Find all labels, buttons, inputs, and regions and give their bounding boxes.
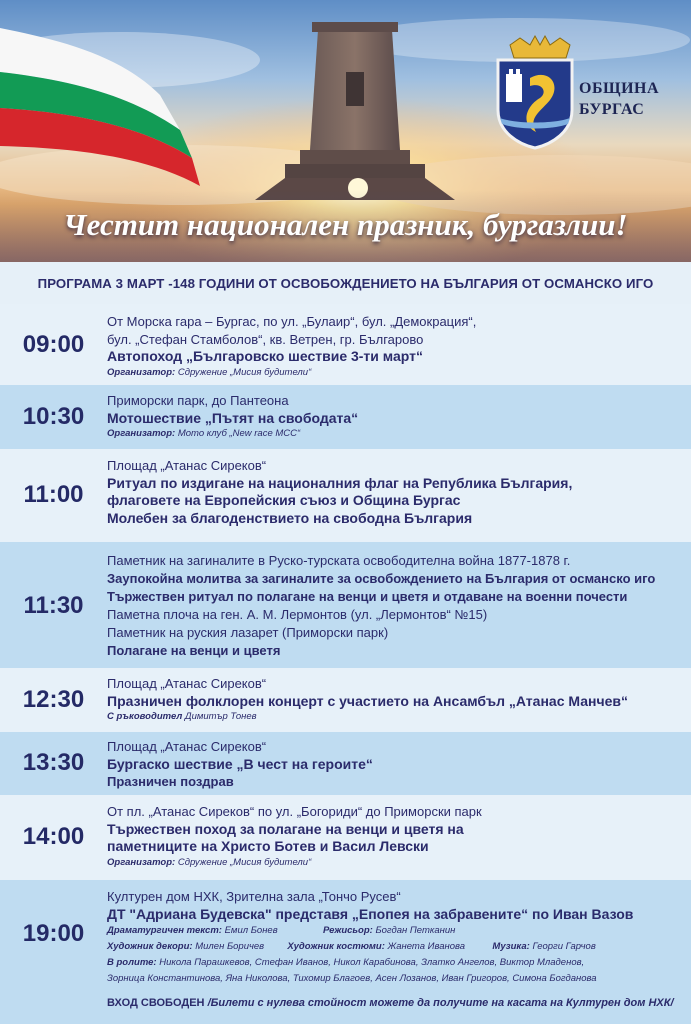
event-details: [107, 888, 687, 1013]
event-title: Полагане на венци и цветя: [107, 643, 281, 658]
credits-line-1: Драматургичен текст: Емил Бонев Режисьор: Богдан Петканин: [107, 925, 456, 936]
event-location: Паметник на руския лазарет (Приморски парк): [107, 625, 389, 640]
event-organizer: Организатор: Сдружение „Мисия будители“: [107, 856, 312, 868]
event-time: 10:30: [22, 403, 85, 430]
event-time: 11:30: [23, 592, 84, 619]
logo-line-1: ОБЩИНА: [579, 80, 660, 97]
event-time: 13:30: [22, 749, 85, 776]
event-location: Площад „Атанас Сиреков“: [107, 458, 267, 473]
event-location: От Морска гара – Бургас, по ул. „Булаир“, бул. „Демокрация“,: [107, 314, 477, 329]
event-title: Бургаско шествие „В чест на героите“: [107, 755, 373, 772]
event-location: Паметник на загиналите в Руско-турската освободителна война 1877-1878 г.: [107, 553, 571, 568]
event-location: бул. „Стефан Стамболов“, кв. Ветрен, гр. Българово: [107, 331, 424, 347]
event-details: [107, 392, 687, 441]
event-title: Празничен фолклорен концерт с участието на Ансамбъл „Атанас Манчев“: [107, 692, 628, 709]
logo-title: [579, 78, 659, 120]
event-row: [0, 795, 691, 880]
event-time: 14:00: [22, 823, 85, 850]
event-details: [107, 803, 687, 870]
event-time: 19:00: [22, 920, 85, 947]
event-details: [107, 738, 687, 791]
event-title: паметниците на Христо Ботев и Васил Левски: [107, 838, 429, 854]
event-location: Площад „Атанас Сиреков“: [107, 676, 267, 691]
event-location: От пл. „Атанас Сиреков“ по ул. „Богориди“ до Приморски парк: [107, 804, 482, 819]
event-title: Молебен за благоденствието на свободна България: [107, 509, 473, 526]
event-title: Заупокойна молитва за загиналите за освобождението на България от османско иго: [107, 571, 656, 586]
event-organizer: С ръководител Димитър Тонев: [107, 711, 257, 722]
event-row: [0, 449, 691, 542]
event-details: [107, 313, 687, 380]
greeting-headline: Честит национален празник, бургазлии!: [63, 207, 628, 242]
event-time: 12:30: [22, 686, 85, 713]
event-row: [0, 880, 691, 1024]
event-title: ДТ "Адриана Будевска" представя „Епопея на забравените“ по Иван Вазов: [107, 905, 634, 922]
event-title: Ритуал по издигане на националния флаг на Република България,: [107, 474, 573, 491]
event-details: [107, 675, 687, 724]
event-location: Паметна плоча на ген. А. М. Лермонтов (ул. „Лермонтов“ №15): [107, 607, 488, 622]
event-row: [0, 542, 691, 668]
program-title: ПРОГРАМА 3 МАРТ -148 ГОДИНИ ОТ ОСВОБОЖДЕНИЕТО НА БЪЛГАРИЯ ОТ ОСМАНСКО ИГО: [37, 276, 654, 291]
event-row: [0, 732, 691, 795]
program-list: [0, 304, 691, 1024]
event-details: [107, 457, 687, 527]
event-row: [0, 385, 691, 449]
event-title: Автопоход „Българовско шествие 3-ти март“: [107, 348, 423, 364]
hero-banner: [0, 0, 691, 262]
event-title: Мотошествие „Пътят на свободата“: [107, 409, 359, 426]
event-time: 11:00: [23, 481, 84, 508]
event-row: [0, 304, 691, 385]
event-details: [107, 552, 687, 660]
event-title: флаговете на Европейския съюз и Община Бургас: [107, 492, 461, 508]
event-title: Тържествен ритуал по полагане на венци и цветя и отдаване на военни почести: [107, 589, 628, 604]
logo-line-2: БУРГАС: [579, 101, 645, 118]
credits-cast-2: Зорница Константинова, Яна Николова, Тихомир Благоев, Асен Лозанов, Иван Григоров, Симона Богданова: [107, 973, 597, 984]
event-organizer: Организатор: Мото клуб „New race MCC“: [107, 428, 301, 439]
event-organizer: Организатор: Сдружение „Мисия будители“: [107, 366, 312, 378]
event-location: Културен дом НХК, Зрителна зала „Тончо Русев“: [107, 889, 401, 904]
credits-cast: В ролите: Никола Парашкевов, Стефан Иванов, Никол Карабинова, Златко Ангелов, Виктор Младенов,: [107, 957, 585, 968]
credits-line-2: Художник декори: Милен Боричев Художник костюми: Жанета Иванова Музика: Георги Гарчов: [107, 941, 596, 952]
event-title: Тържествен поход за полагане на венци и цветя на: [107, 820, 464, 837]
event-location: Приморски парк, до Пантеона: [107, 393, 289, 408]
free-entry-note: ВХОД СВОБОДЕН /Билети с нулева стойност можете да получите на касата на Културен дом НХК/: [107, 997, 674, 1009]
event-time: 09:00: [22, 331, 85, 358]
event-location: Площад „Атанас Сиреков“: [107, 739, 267, 754]
event-row: [0, 668, 691, 732]
event-subtitle: Празничен поздрав: [107, 774, 234, 789]
